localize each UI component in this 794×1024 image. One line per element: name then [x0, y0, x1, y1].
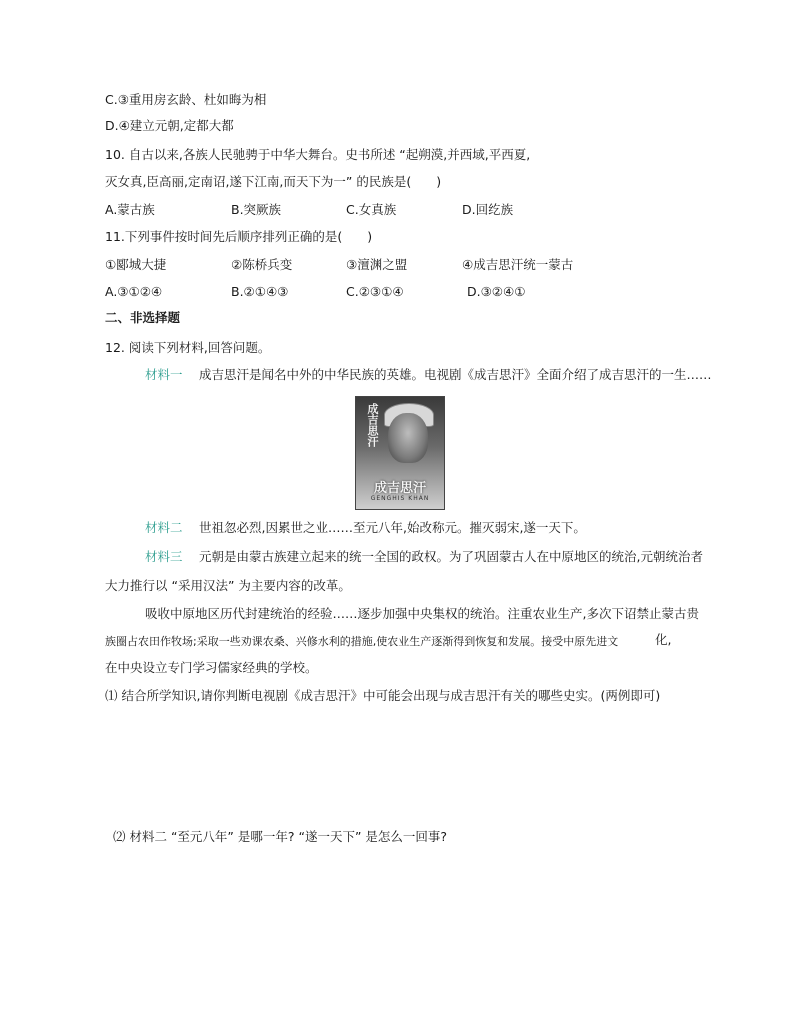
q11-event-4: ④成吉思汗统一蒙古 — [462, 257, 574, 272]
sub-question-2: ⑵ 材料二 “至元八年” 是哪一年? “遂一天下” 是怎么一回事? — [113, 829, 448, 844]
q11-event-1: ①郾城大捷 — [105, 257, 167, 272]
material-2-label: 材料二 — [145, 520, 183, 535]
poster-bottom-title: 成吉思汗 — [373, 481, 426, 496]
q9-option-c: C.③重用房玄龄、杜如晦为相 — [105, 92, 267, 107]
material-3-para-line3: 在中央设立专门学习儒家经典的学校。 — [105, 660, 318, 675]
q11-stem: 11.下列事件按时间先后顺序排列正确的是( ) — [105, 229, 373, 244]
material-3-para-line2: 族圈占农田作牧场;采取一些劝课农桑、兴修水利的措施,使农业生产逐渐得到恢复和发展。接受中原先进文 — [105, 635, 619, 648]
q10-option-c[interactable]: C.女真族 — [346, 202, 397, 217]
poster-face — [388, 413, 428, 463]
material-3 — [145, 549, 703, 565]
answer-area-2[interactable] — [105, 854, 685, 1004]
sub-question-1: ⑴ 结合所学知识,请你判断电视剧《成吉思汗》中可能会出现与成吉思汗有关的哪些史实。(两例即可) — [105, 688, 661, 703]
material-2-text: 世祖忽必烈,因累世之业……至元八年,始改称元。摧灭弱宋,遂一天下。 — [199, 520, 586, 535]
poster-vertical-title: 成吉思汗 — [366, 403, 379, 447]
answer-area-1[interactable] — [105, 712, 685, 822]
q10-option-b[interactable]: B.突厥族 — [231, 202, 282, 217]
q10-stem-line2: 灭女真,臣高丽,定南诏,遂下江南,而天下为一” 的民族是( ) — [105, 174, 442, 189]
q9-option-d: D.④建立元朝,定都大都 — [105, 118, 234, 133]
material-1-label: 材料一 — [145, 367, 183, 382]
material-3-para-line1: 吸收中原地区历代封建统治的经验……逐步加强中央集权的统治。注重农业生产,多次下诏禁止蒙古贵 — [145, 606, 699, 621]
material-3-label: 材料三 — [145, 549, 183, 564]
material-3-text: 元朝是由蒙古族建立起来的统一全国的政权。为了巩固蒙古人在中原地区的统治,元朝统治者 — [199, 549, 703, 564]
q11-option-a[interactable]: A.③①②④ — [105, 284, 163, 299]
q11-event-3: ③澶渊之盟 — [346, 257, 408, 272]
q10-stem-line1: 10. 自古以来,各族人民驰骋于中华大舞台。史书所述 “起朔漠,并西域,平西夏, — [105, 147, 531, 162]
q10-option-a[interactable]: A.蒙古族 — [105, 202, 155, 217]
material-3-para-line2-end: 化, — [655, 632, 672, 647]
q11-option-b[interactable]: B.②①④③ — [231, 284, 289, 299]
q12-stem: 12. 阅读下列材料,回答问题。 — [105, 340, 271, 355]
material-1 — [145, 367, 712, 383]
poster-subtitle: GENGHIS KHAN — [370, 495, 430, 502]
q11-event-2: ②陈桥兵变 — [231, 257, 293, 272]
drama-poster-image — [355, 396, 445, 510]
q11-option-d[interactable]: D.③②④① — [467, 284, 526, 299]
q10-option-d[interactable]: D.回纥族 — [462, 202, 514, 217]
section-heading: 二、非选择题 — [105, 310, 181, 325]
q11-option-c[interactable]: C.②③①④ — [346, 284, 404, 299]
material-2 — [145, 520, 586, 536]
material-1-text: 成吉思汗是闻名中外的中华民族的英雄。电视剧《成吉思汗》全面介绍了成吉思汗的一生…… — [199, 367, 712, 382]
material-3-text-line2: 大力推行以 “采用汉法” 为主要内容的改革。 — [105, 578, 351, 593]
